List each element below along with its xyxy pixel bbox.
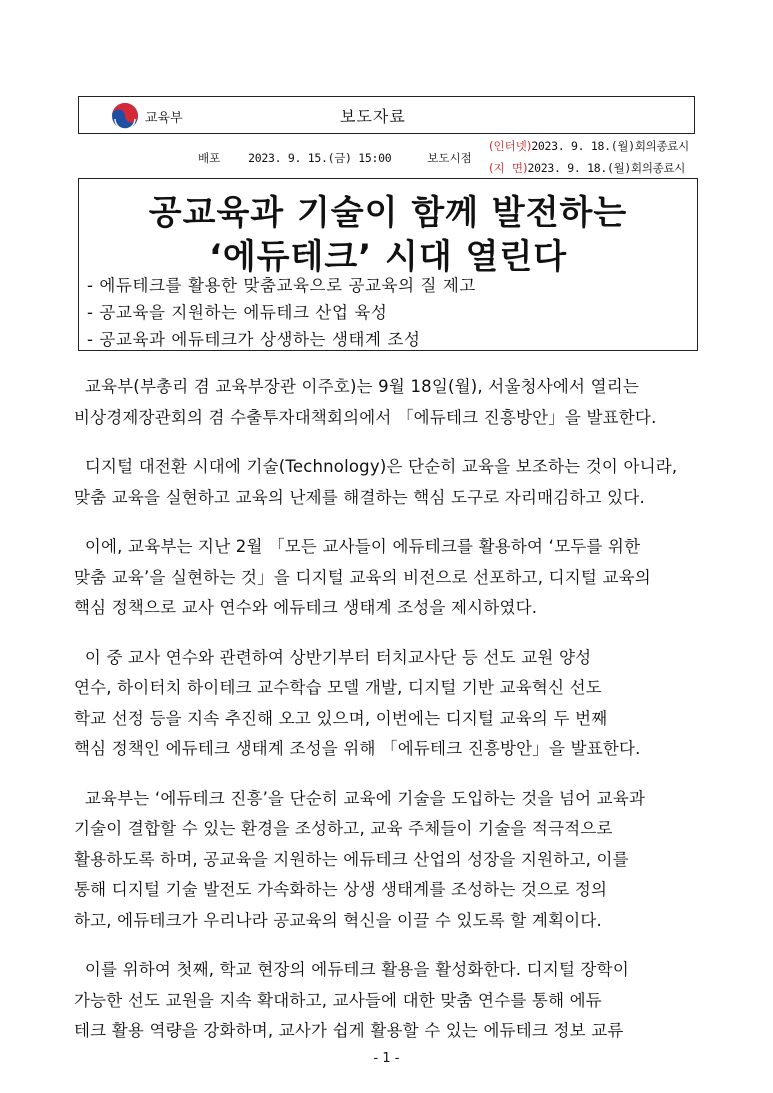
release-label: 배포 <box>198 151 221 165</box>
subheading-1: - 에듀테크를 활용한 맞춤교육으로 공교육의 질 제고 <box>87 276 476 295</box>
press-header-box <box>78 96 695 134</box>
paragraph-line: 디지털 대전환 시대에 기술(Technology)은 단순히 교육을 보조하는 것이 아니라, <box>74 457 678 476</box>
release-info <box>198 150 472 166</box>
embargo-paper <box>489 160 685 176</box>
headline-line-1: 공교육과 기술이 함께 발전하는 <box>148 193 628 233</box>
paragraph-line: 하고, 에듀테크가 우리나라 공교육의 혁신을 이끌 수 있도록 할 계획이다. <box>74 910 602 930</box>
paragraph-line: 가능한 선도 교원을 지속 확대하고, 교사들에 대한 맞춤 연수를 통해 에듀 <box>74 990 602 1010</box>
paragraph-line: 연수, 하이터치 하이테크 교수학습 모델 개발, 디지털 기반 교육혁신 선도 <box>74 678 602 697</box>
paragraph-line: 활용하도록 하며, 공교육을 지원하는 에듀테크 산업의 성장을 지원하고, 이를 <box>74 849 629 869</box>
paragraph-line: 핵심 정책으로 교사 연수와 에듀테크 생태계 조성을 제시하였다. <box>74 598 538 617</box>
embargo-internet <box>489 138 689 154</box>
paragraph-2 <box>74 452 704 513</box>
paragraph-line: 이를 위하여 첫째, 학교 현장의 에듀테크 활용을 활성화한다. 디지털 장학이 <box>74 960 629 979</box>
body-text <box>74 372 704 1066</box>
paragraph-line: 통해 디지털 기술 발전도 가속화하는 상생 생태계를 조성하는 것으로 정의 <box>74 880 608 899</box>
paper-label: (지 면) <box>489 161 528 175</box>
paragraph-1 <box>74 372 704 433</box>
paragraph-6 <box>74 955 704 1047</box>
paragraph-line: 핵심 정책인 에듀테크 생태계 조성을 위해 「에듀테크 진흥방안」을 발표한다. <box>74 739 641 758</box>
paragraph-3 <box>74 532 704 624</box>
paragraph-line: 교육부는 ‘에듀테크 진흥’을 단순히 교육에 기술을 도입하는 것을 넘어 교육과 <box>74 788 646 808</box>
doc-type-title: 보도자료 <box>340 107 406 126</box>
embargo-label: 보도시점 <box>427 151 472 165</box>
paragraph-line: 이에, 교육부는 지난 2월 「모든 교사들이 에듀테크를 활용하여 ‘모두를 위한 <box>74 537 641 556</box>
paragraph-line: 비상경제장관회의 겸 수출투자대책회의에서 「에듀테크 진흥방안」을 발표한다. <box>74 407 657 427</box>
page-number: - 1 - <box>373 1051 400 1066</box>
paragraph-line: 기술이 결합할 수 있는 환경을 조성하고, 교육 주체들이 기술을 적극적으로 <box>74 819 613 838</box>
paragraph-line: 학교 선정 등을 지속 추진해 오고 있으며, 이번에는 디지털 교육의 두 번째 <box>74 708 608 728</box>
paragraph-5 <box>74 784 704 937</box>
paragraph-line: 이 중 교사 연수와 관련하여 상반기부터 터치교사단 등 선도 교원 양성 <box>74 647 592 667</box>
headline-line-2: ‘에듀테크’ 시대 열린다 <box>208 237 568 277</box>
paragraph-line: 테크 활용 역량을 강화하며, 교사가 쉽게 활용할 수 있는 에듀테크 정보 교류 <box>74 1021 624 1040</box>
subheading-3: - 공교육과 에듀테크가 상생하는 생태계 조성 <box>87 330 421 349</box>
paragraph-4 <box>74 643 704 765</box>
internet-label: (인터넷) <box>489 139 532 153</box>
paragraph-line: 맞춤 교육을 실현하고 교육의 난제를 해결하는 핵심 도구로 자리매김하고 있다. <box>74 487 645 507</box>
paragraph-line: 맞춤 교육’을 실현하는 것」을 디지털 교육의 비전으로 선포하고, 디지털 교육의 <box>74 567 651 587</box>
ministry-name: 교육부 <box>145 111 183 126</box>
subheading-2: - 공교육을 지원하는 에듀테크 산업 육성 <box>87 303 388 322</box>
taegeuk-emblem-icon <box>111 102 139 130</box>
paragraph-line: 교육부(부총리 겸 교육부장관 이주호)는 9월 18일(월), 서울청사에서 열리는 <box>74 377 639 396</box>
paper-time: 2023. 9. 18.(월)회의종료시 <box>527 161 686 175</box>
release-datetime: 2023. 9. 15.(금) 15:00 <box>248 151 392 165</box>
internet-time: 2023. 9. 18.(월)회의종료시 <box>531 139 689 153</box>
headline-box <box>78 178 698 351</box>
